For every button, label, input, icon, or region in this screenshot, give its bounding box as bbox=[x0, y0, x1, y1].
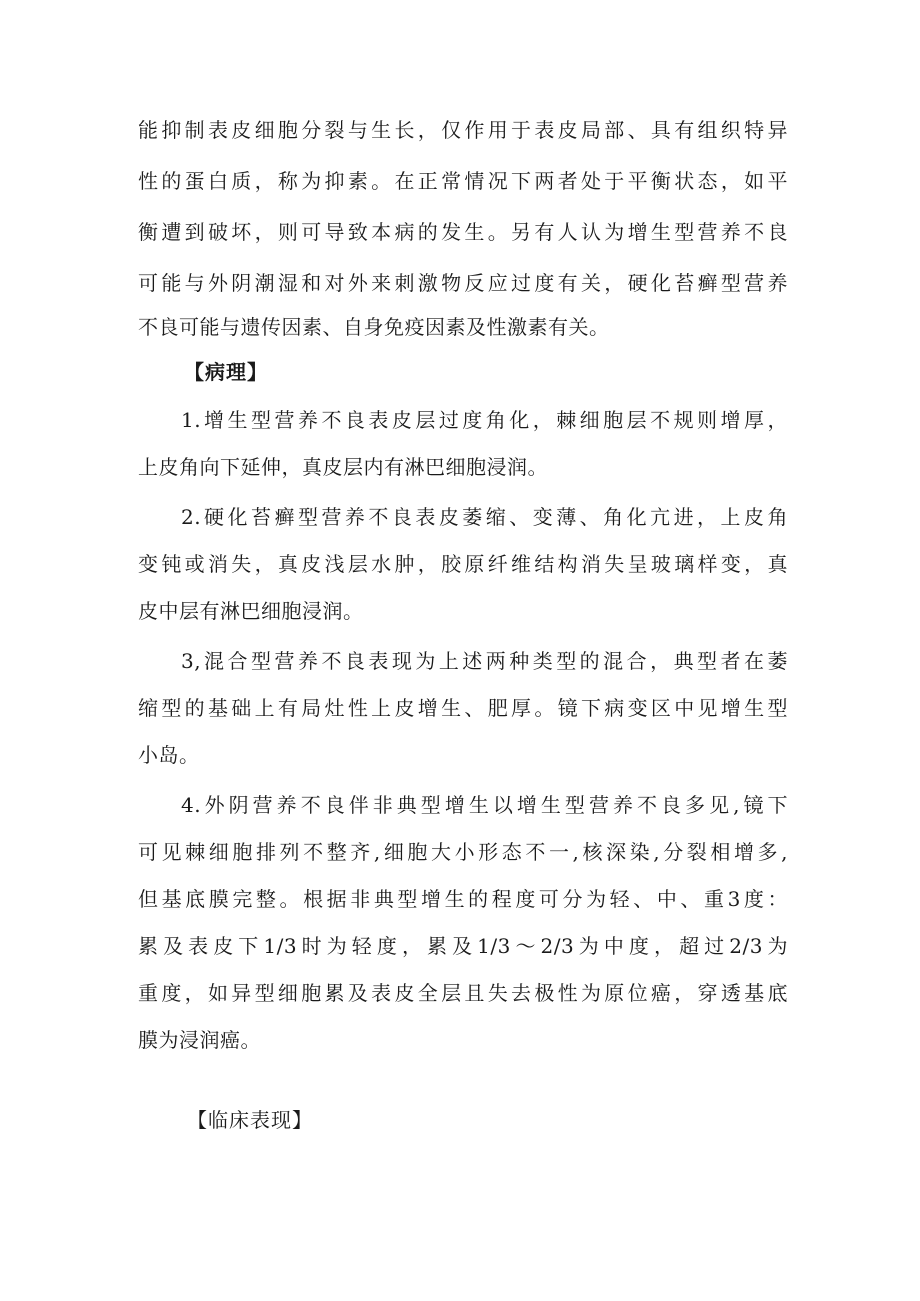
section-heading-pathology: 【病理】 bbox=[184, 360, 268, 384]
item-3-line-3: 小岛。 bbox=[138, 743, 200, 767]
item-3-line-2: 缩型的基础上有局灶性上皮增生、肥厚。镜下病变区中见增生型 bbox=[138, 696, 788, 720]
item-4-line-6: 膜为浸润癌。 bbox=[138, 1028, 261, 1052]
item-1-line-1: 1.增生型营养不良表皮层过度角化，棘细胞层不规则增厚， bbox=[181, 408, 788, 432]
item-4-line-2: 可见棘细胞排列不整齐,细胞大小形态不一,核深染,分裂相增多, bbox=[138, 840, 788, 864]
item-4-line-3: 但基底膜完整。根据非典型增生的程度可分为轻、中、重3度： bbox=[138, 887, 788, 911]
item-3-line-1: 3,混合型营养不良表现为上述两种类型的混合，典型者在萎 bbox=[181, 649, 788, 673]
section-heading-clinical: 【临床表现】 bbox=[187, 1108, 313, 1132]
intro-line-2: 性的蛋白质，称为抑素。在正常情况下两者处于平衡状态，如平 bbox=[138, 169, 788, 193]
item-2-line-1: 2.硬化苔癣型营养不良表皮萎缩、变薄、角化亢进，上皮角 bbox=[181, 505, 788, 529]
intro-line-4: 可能与外阴潮湿和对外来刺激物反应过度有关，硬化苔癣型营养 bbox=[138, 271, 788, 295]
intro-line-5: 不良可能与遗传因素、自身免疫因素及性激素有关。 bbox=[138, 315, 610, 339]
item-4-line-4: 累及表皮下1/3时为轻度，累及1/3～2/3为中度，超过2/3为 bbox=[138, 934, 788, 958]
intro-line-1: 能抑制表皮细胞分裂与生长，仅作用于表皮局部、具有组织特异 bbox=[138, 118, 788, 142]
item-4-line-1: 4.外阴营养不良伴非典型增生以增生型营养不良多见,镜下 bbox=[181, 793, 788, 817]
intro-line-3: 衡遭到破坏，则可导致本病的发生。另有人认为增生型营养不良 bbox=[138, 220, 788, 244]
item-2-line-3: 皮中层有淋巴细胞浸润。 bbox=[138, 599, 364, 623]
item-1-line-2: 上皮角向下延伸，真皮层内有淋巴细胞浸润。 bbox=[138, 455, 548, 479]
item-2-line-2: 变钝或消失，真皮浅层水肿，胶原纤维结构消失呈玻璃样变，真 bbox=[138, 552, 788, 576]
item-4-line-5: 重度，如异型细胞累及表皮全层且失去极性为原位癌，穿透基底 bbox=[138, 981, 788, 1005]
